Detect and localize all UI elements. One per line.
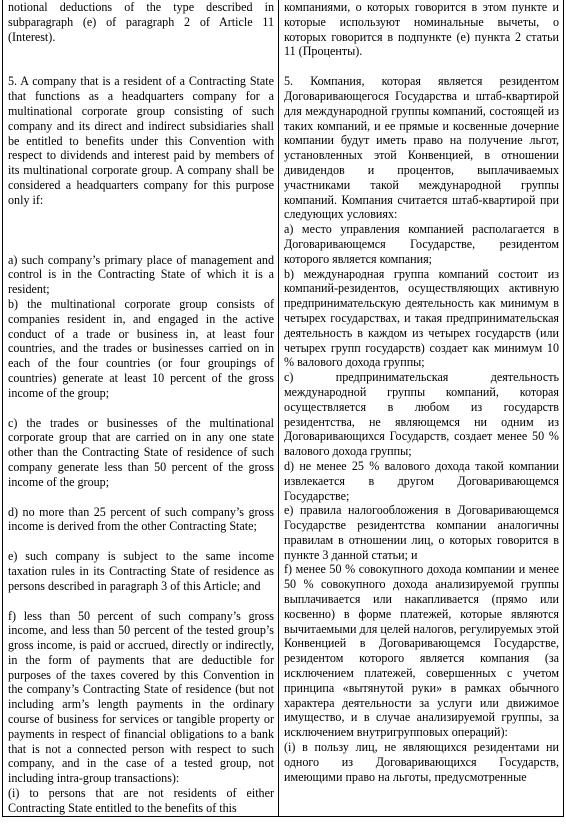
english-intro-paragraph: notional deductions of the type described in subparagraph (e) of paragraph 2 of Article 11 (Interest). — [8, 0, 274, 44]
russian-item-i: (i) в пользу лиц, не являющихся резидентами ни одного из Договаривающихся Государств, имеющими право на льготы, предусмотренные — [284, 740, 559, 784]
english-paragraph-5: 5. A company that is a resident of a Contracting State that functions as a headquarters company for a multinational corporate group consisting of such company and its direct and indirect subsidiaries shall be entitled to benefits under this Convention with respect to dividends and interest paid by members of its multinational corporate group. A company shall be considered a headquarters company for this purpose only if: — [8, 74, 274, 207]
russian-subparagraph-c: c) предпринимательская деятельность международной группы компаний, которая осуществляется в любом из государств резидентства, не являющемся ни одним из Договаривающихся Государств, создает менее 50 % валового дохода группы; — [284, 370, 559, 459]
russian-subparagraph-e: е) правила налогообложения в Договаривающемся Государстве резидентства компании аналогичны правилам в отношении лиц, о которых говорится в пункте 3 данной статьи; и — [284, 503, 559, 562]
english-subparagraph-b: b) the multinational corporate group consists of companies resident in, and engaged in the active conduct of a trade or business in, at least four countries, and the trades or businesses carried on in each of the four countries (or four groupings of countries) generate at least 10 percent of the gross income of the group; — [8, 296, 274, 400]
english-subparagraph-d: d) no more than 25 percent of such company’s gross income is derived from the other Contracting State; — [8, 504, 274, 534]
english-subparagraph-f: f) less than 50 percent of such company’s gross income, and less than 50 percent of the tested group’s gross income, is paid or accrued, directly or indirectly, in the form of payments that are deductible for purposes of the taxes covered by this Convention in the company’s Contracting State of residence (but not including arm’s length payments in the ordinary course of business for services or tangible property or payments in respect of financial obligations to a bank that is not a connected person with respect to such company, and in the case of a tested group, not including intra-group transactions): — [8, 608, 274, 786]
bilingual-treaty-table — [2, 0, 564, 817]
russian-column — [279, 0, 564, 816]
table-row — [3, 0, 564, 816]
russian-subparagraph-d: d) не менее 25 % валового дохода такой компании извлекается в другом Договаривающемся Государстве; — [284, 458, 559, 503]
english-subparagraph-e: e) such company is subject to the same income taxation rules in its Contracting State of residence as persons described in paragraph 3 of this Article; and — [8, 549, 274, 593]
english-column — [3, 0, 279, 816]
english-item-i: (i) to persons that are not residents of either Contracting State entitled to the benefits of this — [8, 786, 274, 815]
russian-subparagraph-a: а) место управления компанией располагается в Договаривающемся Государстве, резидентом которого является компания; — [284, 222, 559, 266]
russian-paragraph-5: 5. Компания, которая является резидентом Договаривающегося Государства и штаб-квартирой для международной группы компаний, состоящей из таких компаний, и ее прямые и косвенные дочерние компании будут иметь право на получение льгот, установленных этой Конвенцией, в отношении дивидендов и процентов, выплачиваемых участниками такой международной группы компаний. Компания считается штаб-квартирой при следующих условиях: — [284, 74, 559, 222]
russian-subparagraph-b: b) международная группа компаний состоит из компаний-резидентов, осуществляющих активную предпринимательскую деятельность как минимум в четырех государствах, и такая предпринимательская деятельность в каждом из четырех государств (или четырех групп государств) создает как минимум 10 % валового дохода группы; — [284, 266, 559, 370]
english-subparagraph-c: c) the trades or businesses of the multinational corporate group that are carried on in any one state other than the Contracting State of residence of such company generate less than 50 percent of the gross income of the group; — [8, 415, 274, 489]
russian-intro-paragraph: компаниями, о которых говорится в этом пункте и которые используют номинальные вычеты, о которых говорится в подпункте (е) пункта 2 статьи 11 (Проценты). — [284, 0, 559, 59]
english-subparagraph-a: a) such company’s primary place of management and control is in the Contracting State of which it is a resident; — [8, 252, 274, 297]
russian-subparagraph-f: f) менее 50 % совокупного дохода компании и менее 50 % совокупного дохода анализируемой группы выплачивается или накапливается (прямо или косвенно) в форме платежей, которые являются вычитаемыми для целей налогов, регулируемых этой Конвенцией в Договаривающемся Государстве, резидентом которого является компания (за исключением платежей, совершенных с учетом принципа «вытянутой руки» в рамках обычного характера деятельности за услуги или движимое имущество, и в случае анализируемой группы, за исключением внутригрупповых операций): — [284, 562, 559, 740]
